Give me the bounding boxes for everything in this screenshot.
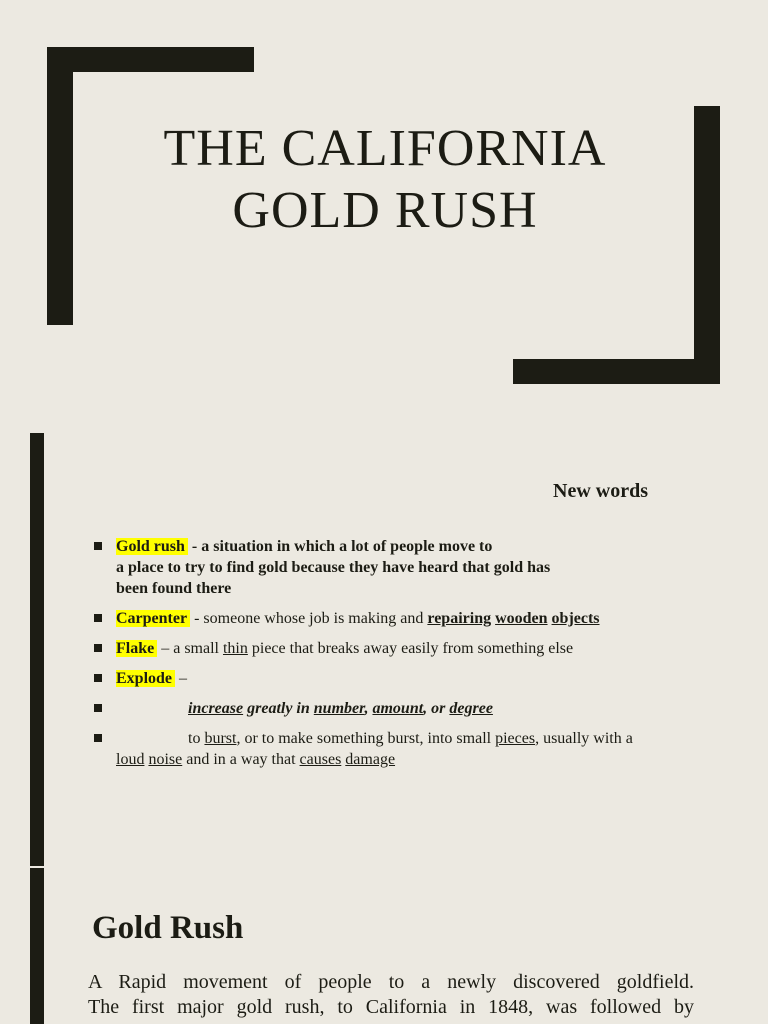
underlined-word: number [313, 700, 365, 717]
term-highlight: Carpenter [116, 610, 190, 627]
list-item [92, 608, 732, 629]
title-slide [0, 0, 768, 412]
definition-text: been found there [116, 580, 232, 597]
definition-text: a small [173, 640, 223, 657]
square-bullet-icon [94, 704, 102, 712]
gold-rush-paragraph [88, 970, 694, 1020]
underlined-word: wooden [495, 610, 548, 627]
underlined-word: damage [345, 751, 396, 768]
gold-rush-heading: Gold Rush [92, 910, 244, 946]
vocabulary-list [92, 536, 732, 779]
frame-bar-top-left-horizontal [47, 47, 254, 72]
definition-text: , or to make something burst, into small [236, 730, 496, 747]
underlined-word: burst [204, 730, 237, 747]
square-bullet-icon [94, 674, 102, 682]
frame-bar-bottom-right-vertical [694, 106, 720, 384]
list-item [92, 536, 732, 599]
definition-text: , [364, 700, 373, 717]
title-line-2: GOLD RUSH [232, 182, 538, 239]
underlined-word: loud [116, 751, 145, 768]
underlined-word: increase [188, 700, 244, 717]
square-bullet-icon [94, 614, 102, 622]
paragraph-line: A Rapid movement of people to a newly discovered goldfield. [88, 971, 694, 993]
list-item [92, 728, 732, 770]
definition-text: to [188, 730, 205, 747]
frame-bar-bottom-right-horizontal [513, 359, 720, 384]
definition-text: , usually with a [535, 730, 633, 747]
underlined-word: objects [551, 610, 600, 627]
new-words-heading: New words [553, 480, 648, 502]
underlined-word: amount [372, 700, 424, 717]
term-separator: - [190, 610, 204, 627]
term-highlight: Gold rush [116, 538, 188, 555]
underlined-word: pieces [495, 730, 536, 747]
term-highlight: Explode [116, 670, 175, 687]
definition-text: someone whose job is making and [203, 610, 428, 627]
list-item [92, 638, 732, 659]
underlined-word: noise [148, 751, 183, 768]
square-bullet-icon [94, 734, 102, 742]
underlined-word: causes [299, 751, 342, 768]
definition-text: a place to try to find gold because they have heard that gold has [116, 559, 551, 576]
term-separator: - [187, 538, 202, 555]
paragraph-line: The first major gold rush, to California in 1848, was followed by [88, 996, 694, 1018]
slide-accent-bar [30, 868, 44, 1024]
title-line-1: THE CALIFORNIA [163, 120, 607, 177]
term-highlight: Flake [116, 640, 157, 657]
slide-title [100, 118, 670, 242]
definition-text: and in a way that [182, 751, 300, 768]
list-item [92, 698, 732, 719]
frame-bar-top-left-vertical [47, 47, 73, 325]
definition-text: piece that breaks away easily from something else [247, 640, 574, 657]
definition-text: a situation in which a lot of people move to [201, 538, 493, 555]
slide-accent-bar [30, 433, 44, 866]
square-bullet-icon [94, 542, 102, 550]
list-item [92, 668, 732, 689]
term-separator: – [175, 670, 188, 687]
definition-text: , or [423, 700, 450, 717]
definition-text: greatly in [243, 700, 314, 717]
underlined-word: thin [222, 640, 248, 657]
underlined-word: degree [449, 700, 493, 717]
square-bullet-icon [94, 644, 102, 652]
underlined-word: repairing [427, 610, 492, 627]
term-separator: – [157, 640, 174, 657]
